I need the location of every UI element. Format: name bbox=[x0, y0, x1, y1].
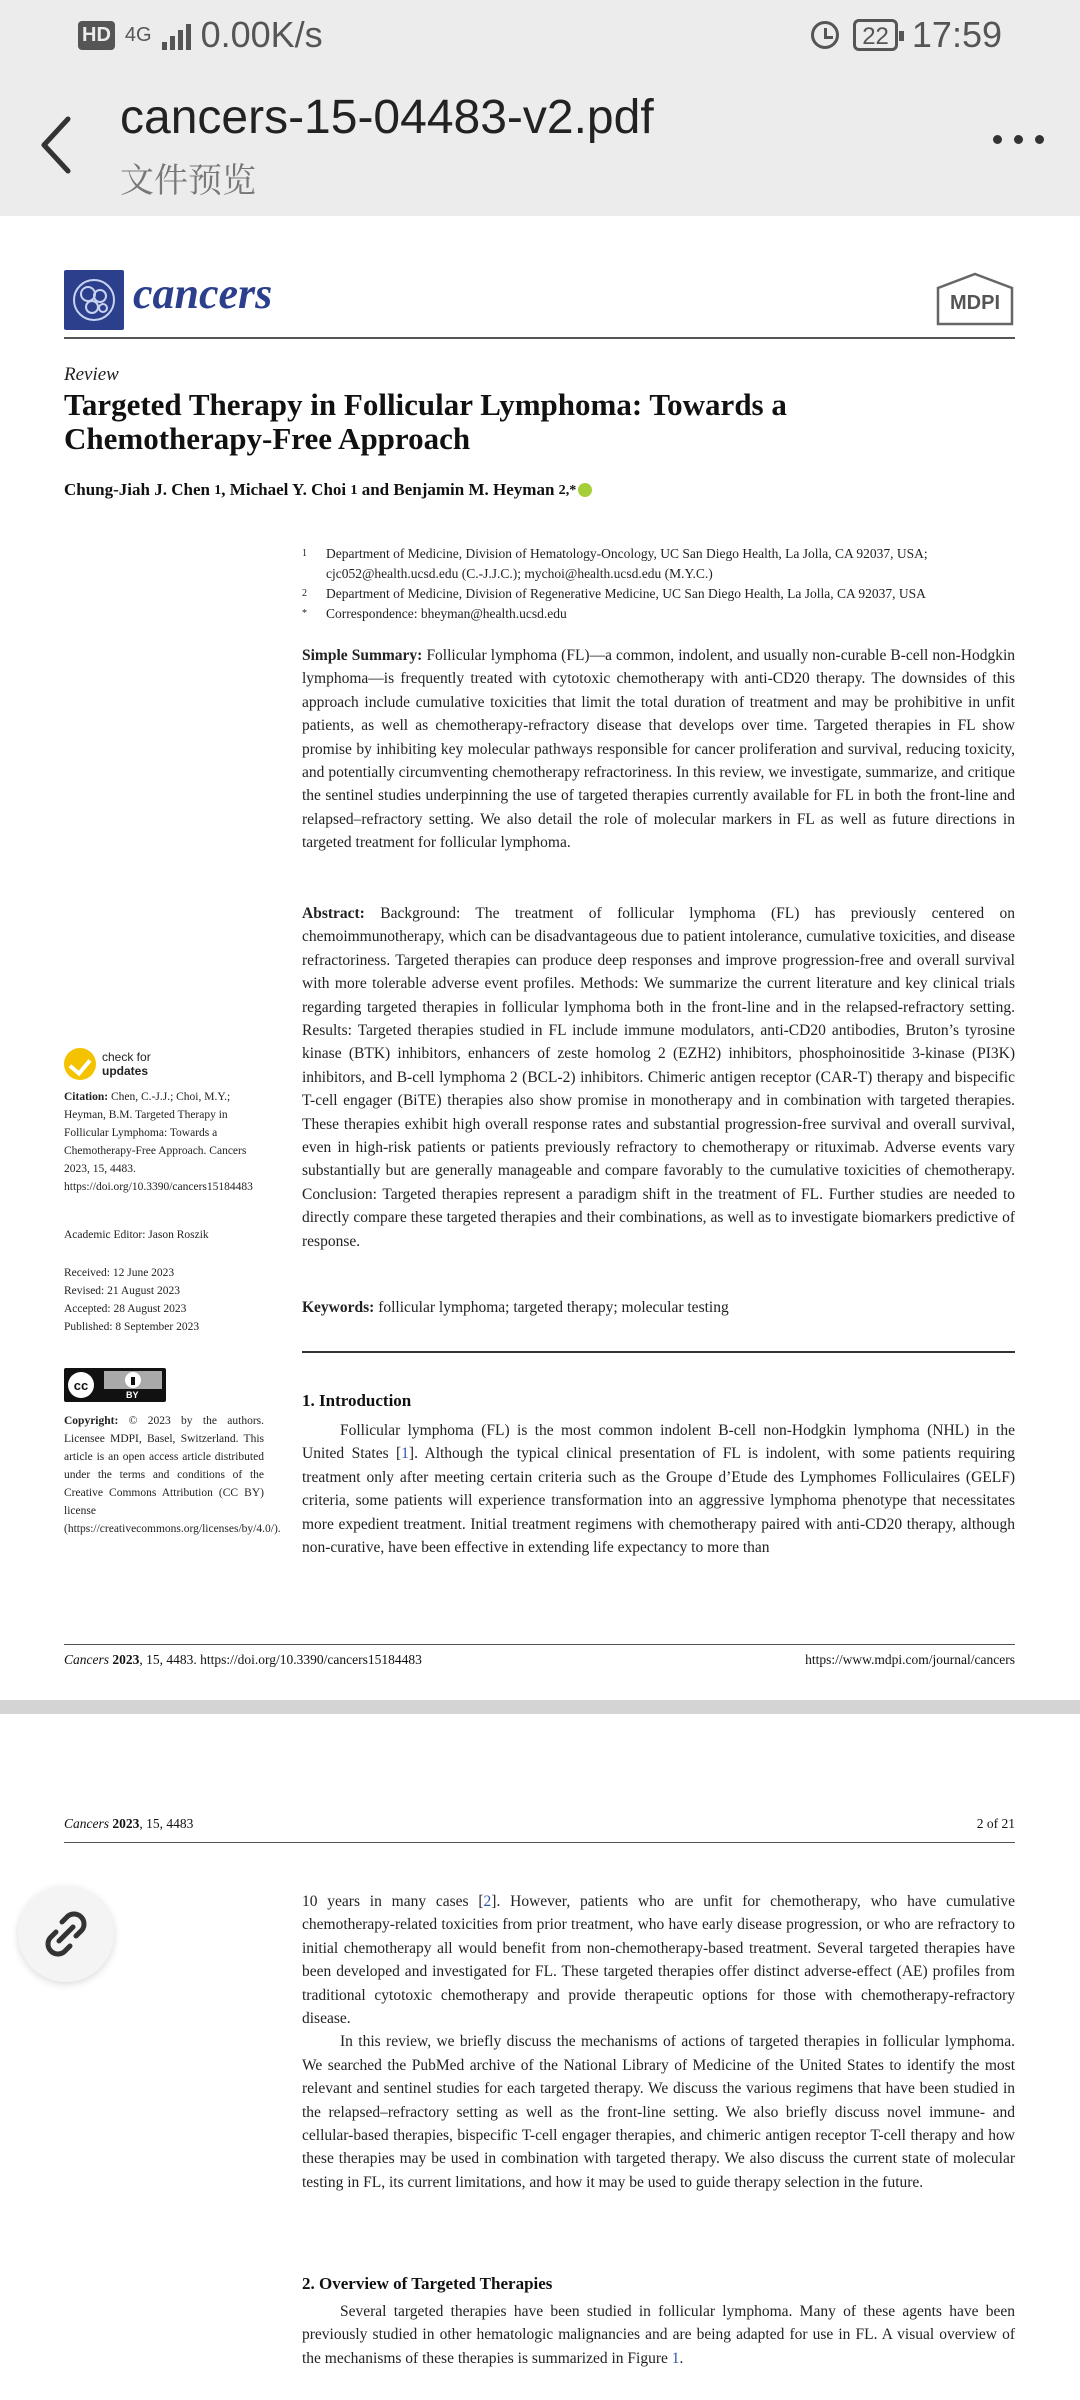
paragraph bbox=[302, 1890, 1015, 2030]
simple-summary-label: Simple Summary: bbox=[302, 647, 423, 664]
copyright-label: Copyright: bbox=[64, 1415, 119, 1427]
file-title: cancers-15-04483-v2.pdf bbox=[120, 91, 654, 144]
alarm-icon bbox=[811, 21, 839, 49]
footer-doi[interactable]: , 15, 4483. https://doi.org/10.3390/cancers15184483 bbox=[139, 1652, 422, 1667]
header-divider bbox=[64, 337, 1015, 339]
author-name: Benjamin M. Heyman bbox=[393, 480, 555, 499]
affiliation-num: 1 bbox=[302, 548, 307, 559]
intro-heading: 1. Introduction bbox=[302, 1391, 412, 1410]
abstract-label: Abstract: bbox=[302, 905, 365, 922]
overview-heading: 2. Overview of Targeted Therapies bbox=[302, 2274, 553, 2293]
checkmark-icon bbox=[64, 1048, 96, 1080]
affiliation-text: Correspondence: bheyman@health.ucsd.edu bbox=[326, 606, 567, 621]
header-divider bbox=[64, 1842, 1015, 1843]
copyright bbox=[64, 1412, 281, 1538]
app-bar bbox=[0, 70, 1080, 216]
footer-divider bbox=[64, 1644, 1015, 1645]
paper-title: Targeted Therapy in Follicular Lymphoma: Towards a Chemotherapy-Free Approach bbox=[64, 387, 787, 456]
citation-label: Citation: bbox=[64, 1091, 109, 1103]
article-type: Review bbox=[64, 364, 119, 385]
file-subtitle: 文件预览 bbox=[120, 162, 256, 200]
status-right bbox=[811, 14, 1002, 56]
check-for-updates[interactable] bbox=[64, 1048, 151, 1080]
date-line: Published: 8 September 2023 bbox=[64, 1321, 200, 1333]
author-list: Chung-Jiah J. Chen 1 , Michael Y. Choi 1 and Benjamin M. Heyman 2,* bbox=[64, 480, 592, 500]
publication-dates bbox=[64, 1264, 264, 1336]
footer-journal-url[interactable]: https://www.mdpi.com/journal/cancers bbox=[805, 1652, 1015, 1667]
pdf-page-1[interactable] bbox=[0, 216, 1080, 1700]
more-horizontal-icon[interactable] bbox=[993, 135, 1044, 144]
author-sup: 1 bbox=[350, 481, 358, 498]
status-left bbox=[78, 14, 323, 56]
link-icon bbox=[18, 1886, 114, 1982]
reference-link[interactable]: 1 bbox=[401, 1445, 409, 1463]
page2-body bbox=[302, 1890, 1015, 2194]
status-bar bbox=[0, 0, 1080, 70]
date-line: Revised: 21 August 2023 bbox=[64, 1285, 180, 1297]
affiliation-text: Department of Medicine, Division of Regenerative Medicine, UC San Diego Health, La Jolla, CA 92037, USA bbox=[326, 586, 926, 601]
check-updates-label bbox=[102, 1050, 151, 1078]
author-name: Michael Y. Choi bbox=[229, 480, 347, 499]
keywords-label: Keywords: bbox=[302, 1299, 375, 1316]
figure-link[interactable]: 1 bbox=[671, 2349, 680, 2367]
paragraph: In this review, we briefly discuss the mechanisms of actions of targeted therapies in follicular lymphoma. We searched the PubMed archive of the National Library of Medicine of the United States to identify the most relevant and sentinel studies for each targeted therapy. We discuss the various regimens that have been studied in the relapsed–refractory setting as well as the front-line setting. We also briefly discuss novel immune- and cellular-based therapies, bispecific T-cell engager therapies, and chimeric antigen receptor T-cell therapy and how these therapies may be used in combination with targeted therapy. We also discuss the current state of molecular testing in FL, its current limitations, and how it may be used to guide therapy selection in the future. bbox=[302, 2033, 1015, 2191]
network-speed: 0.00K/s bbox=[200, 14, 323, 55]
date-line: Accepted: 28 August 2023 bbox=[64, 1303, 187, 1315]
reference-link[interactable]: 2 bbox=[483, 1893, 492, 1910]
intro-text-part: Follicular lymphoma (FL) is the most common indolent B-cell non-Hodgkin lymphoma (NHL) in the United States [ bbox=[302, 1422, 1015, 1463]
abstract-text: Background: The treatment of follicular lymphoma (FL) has previously centered on chemoimmunotherapy, which can be disadvantageous due to patient intolerance, cumulative toxicities, and disease refractoriness. Targeted therapies can produce deep responses and improve progression-free and overall survival with more tolerable adverse event profiles. Methods: We summarize the current literature and key clinical trials regarding targeted therapies in follicular lymphoma both in the front-line and in the relapsed-refractory setting. Results: Targeted therapies studied in FL include immune modulators, anti-CD20 antibodies, Bruton’s tyrosine kinase (BTK) inhibitors, enhancers of zeste homolog 2 (EZH2) inhibitors, phosphoinositide 3-kinase (PI3K) inhibitors, and B-cell lymphoma 2 (BCL-2) inhibitors. Chimeric antigen receptor (CAR-T) therapy and bispecific T-cell engager (BiTE) therapies also show promise in monotherapy and in combination with targeted therapies. These therapies exhibit high overall response rates and substantial progression-free survival and overall survival, even in high-risk patients or patients previously refractory to chemotherapy or rituximab. Adverse events vary substantially but are generally manageable and compare favorably to the cumulative toxicities of chemotherapy. Conclusion: Targeted therapies represent a paradigm shift in the treatment of FL. Further studies are needed to directly compare these targeted therapies and their combinations, as well as to investigate biomarkers predictive of response. bbox=[302, 905, 1015, 1250]
publisher-name: MDPI bbox=[950, 292, 1000, 314]
keywords-text: follicular lymphoma; targeted therapy; molecular testing bbox=[378, 1299, 729, 1316]
affiliation-num: * bbox=[302, 608, 307, 619]
affiliation-item bbox=[302, 544, 1014, 584]
header-year: 2023 bbox=[112, 1816, 140, 1831]
page-header-citation bbox=[64, 1816, 193, 1832]
date-line: Received: 12 June 2023 bbox=[64, 1267, 175, 1279]
page-number: 2 of 21 bbox=[976, 1816, 1015, 1831]
svg-text:cc: cc bbox=[73, 1378, 89, 1393]
section-divider bbox=[302, 1351, 1015, 1353]
footer-year: 2023 bbox=[112, 1652, 140, 1667]
academic-editor: Academic Editor: Jason Roszik bbox=[64, 1229, 209, 1241]
citation-text: Chen, C.-J.J.; Choi, M.Y.; Heyman, B.M. Targeted Therapy in Follicular Lymphoma: Towards a Chemotherapy-Free Approach. Cancers 2023, 15, 4483. https://doi.org/10.3390/cancers15184483 bbox=[64, 1091, 253, 1193]
cc-license-icon bbox=[64, 1368, 166, 1402]
keywords bbox=[302, 1296, 1015, 1319]
overview-part: . bbox=[679, 2349, 684, 2367]
link-button[interactable] bbox=[18, 1886, 114, 1982]
hd-badge: HD bbox=[78, 21, 115, 50]
check-updates-line: check for bbox=[102, 1050, 151, 1064]
footer-journal: Cancers bbox=[64, 1652, 109, 1667]
battery-icon: 22 bbox=[853, 19, 898, 51]
footer-citation bbox=[64, 1652, 422, 1668]
paragraph-part: 10 years in many cases [ bbox=[302, 1893, 484, 1910]
cc-badge-text: BY bbox=[126, 1390, 139, 1400]
affiliation-item bbox=[302, 604, 1014, 624]
simple-summary-text: Follicular lymphoma (FL)—a common, indolent, and usually non-curable B-cell non-Hodgkin lymphoma—is frequently treated with cytotoxic chemotherapy with anti-CD20 therapy. The downsides of this approach include cumulative toxicities that limit the total duration of treatment and may be prohibitive in unfit patients, as well as chemotherapy-refractory disease that develops over time. Targeted therapies in FL show promise by inhibiting key molecular pathways responsible for cancer proliferation and survival, reducing toxicity, and potentially circumventing chemotherapy refractoriness. In this review, we investigate, summarize, and critique the sentinel studies underpinning the use of targeted therapies currently available for FL in both the front-line and relapsed–refractory setting. We also detail the role of molecular markers in FL as well as future directions in targeted treatment for follicular lymphoma. bbox=[302, 647, 1016, 852]
page-separator bbox=[0, 1700, 1080, 1714]
affiliation-item bbox=[302, 584, 1014, 604]
journal-logo-icon bbox=[64, 270, 124, 330]
check-updates-line: updates bbox=[102, 1064, 149, 1078]
chevron-left-icon[interactable] bbox=[36, 115, 76, 175]
author-sup: 2,* bbox=[558, 481, 577, 498]
header-journal: Cancers bbox=[64, 1816, 109, 1831]
overview-part: Several targeted therapies have been studied in follicular lymphoma. Many of these agents have been previously studied in other hematologic malignancies and are being adapted for use in FL. A visual overview of the mechanisms of these therapies is summarized in Figure bbox=[302, 2303, 1015, 2367]
affiliation-text: Department of Medicine, Division of Hematology-Oncology, UC San Diego Health, La Jolla, CA 92037, USA; cjc052@health.ucsd.edu (C.-J.J.C.); mychoi@health.ucsd.edu (M.Y.C.) bbox=[326, 546, 928, 581]
overview-text bbox=[302, 2300, 1015, 2370]
author-and: and bbox=[361, 480, 390, 499]
pdf-page-2[interactable] bbox=[0, 1714, 1080, 2400]
abstract bbox=[302, 902, 1015, 1253]
orcid-icon[interactable] bbox=[578, 483, 592, 497]
intro-text-part: ]. Although the typical clinical presentation of FL is indolent, with some patients requiring treatment only after meeting certain criteria such as the Groupe d’Etude des Lymphomes Folliculaires (GELF) criteria, some patients will experience transformation into an aggressive lymphoma phenotype that necessitates more expedient treatment. Initial treatment regimens with chemotherapy paired with anti-CD20 therapy, although non-curative, have been effective in extending life expectancy to more than bbox=[302, 1445, 1015, 1557]
journal-name: cancers bbox=[133, 269, 273, 318]
clock: 17:59 bbox=[911, 14, 1002, 55]
copyright-text: © 2023 by the authors. Licensee MDPI, Basel, Switzerland. This article is an open access article distributed under the terms and conditions of the Creative Commons Attribution (CC BY) license (https://creativecommons.org/licenses/by/4.0/). bbox=[64, 1415, 281, 1535]
simple-summary bbox=[302, 644, 1015, 855]
author-name: Chung-Jiah J. Chen bbox=[64, 480, 210, 499]
author-sup: 1 bbox=[214, 481, 222, 498]
intro-text bbox=[302, 1419, 1015, 1559]
affiliation-num: 2 bbox=[302, 588, 307, 599]
affiliations bbox=[302, 544, 1014, 624]
citation bbox=[64, 1088, 264, 1196]
network-type: 4G bbox=[124, 24, 152, 46]
paragraph-part: ]. However, patients who are unfit for chemotherapy, who have cumulative chemotherapy-related toxicities from prior treatment, who have early disease progression, or who are refractory to initial chemotherapy all would benefit from non-chemotherapy-based treatment. Several targeted therapies have been developed and investigated for FL. These targeted therapies offer distinct adverse-effect (AE) profiles from traditional cytotoxic chemotherapy and provide therapeutic options for those with chemotherapy-refractory disease. bbox=[302, 1893, 1015, 2028]
signal-icon bbox=[162, 20, 191, 50]
header-rest: , 15, 4483 bbox=[139, 1816, 194, 1831]
